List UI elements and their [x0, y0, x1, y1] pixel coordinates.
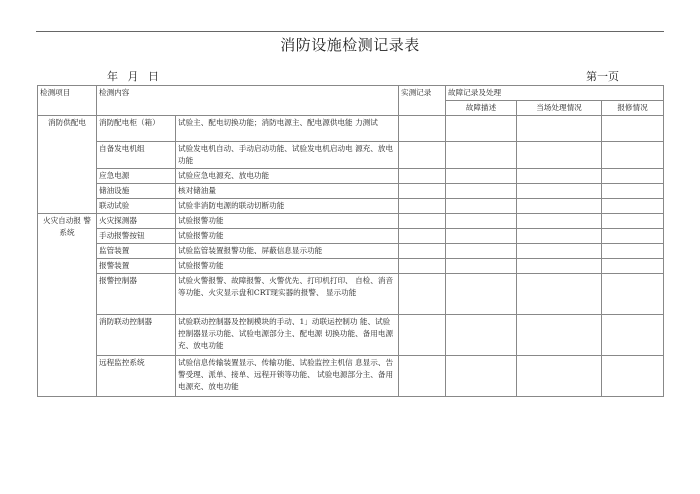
fault-desc-cell[interactable] [446, 184, 517, 199]
fault-desc-cell[interactable] [446, 356, 517, 397]
table-row [38, 142, 664, 169]
header-fault: 故障记录及处理 [446, 86, 664, 101]
fault-desc-cell[interactable] [446, 244, 517, 259]
sub-item-cell: 消防联动控制器 [97, 315, 176, 356]
table-row [38, 184, 664, 199]
onsite-cell[interactable] [517, 169, 602, 184]
onsite-cell[interactable] [517, 356, 602, 397]
repair-cell[interactable] [602, 259, 664, 274]
header-fault-desc: 故障描述 [446, 101, 517, 116]
repair-cell[interactable] [602, 199, 664, 214]
fault-desc-cell[interactable] [446, 315, 517, 356]
date-field: 年 月 日 [107, 70, 159, 83]
content-cell: 试验火警报警、故障报警、火警优先、打印机打印、 自检、消音等功能、火灾显示盘和CRT现实器的报警、 显示功能 [176, 274, 399, 315]
onsite-cell[interactable] [517, 142, 602, 169]
repair-cell[interactable] [602, 169, 664, 184]
header-repair: 报修情况 [602, 101, 664, 116]
record-cell[interactable] [399, 229, 446, 244]
sub-item-cell: 火灾探测器 [97, 214, 176, 229]
content-cell: 核对储油量 [176, 184, 399, 199]
header-row [38, 86, 664, 101]
fault-desc-cell[interactable] [446, 259, 517, 274]
content-cell: 试验主、配电切换功能；消防电源主、配电源供电能 力测试 [176, 116, 399, 142]
fault-desc-cell[interactable] [446, 142, 517, 169]
table-row [38, 116, 664, 142]
table-row [38, 259, 664, 274]
record-cell[interactable] [399, 259, 446, 274]
content-cell: 试验发电机自动、手动启动功能、试验发电机启动电 源充、放电功能 [176, 142, 399, 169]
table-row [38, 244, 664, 259]
sub-item-cell: 报警控制器 [97, 274, 176, 315]
repair-cell[interactable] [602, 229, 664, 244]
table-row [38, 274, 664, 315]
fault-desc-cell[interactable] [446, 199, 517, 214]
sub-item-cell: 应急电源 [97, 169, 176, 184]
sub-item-cell: 报警装置 [97, 259, 176, 274]
repair-cell[interactable] [602, 116, 664, 142]
record-cell[interactable] [399, 214, 446, 229]
header-content: 检测内容 [97, 86, 399, 116]
content-cell: 试验监管装置报警功能、屏蔽信息显示功能 [176, 244, 399, 259]
repair-cell[interactable] [602, 214, 664, 229]
table-row [38, 315, 664, 356]
content-cell: 试验报警功能 [176, 229, 399, 244]
sub-item-cell: 联动试验 [97, 199, 176, 214]
onsite-cell[interactable] [517, 259, 602, 274]
repair-cell[interactable] [602, 142, 664, 169]
top-rule [36, 31, 664, 32]
onsite-cell[interactable] [517, 184, 602, 199]
record-cell[interactable] [399, 184, 446, 199]
record-cell[interactable] [399, 169, 446, 184]
repair-cell[interactable] [602, 244, 664, 259]
table-row [38, 169, 664, 184]
record-cell[interactable] [399, 244, 446, 259]
page-title: 消防设施检测记录表 [280, 36, 420, 54]
fault-desc-cell[interactable] [446, 274, 517, 315]
repair-cell[interactable] [602, 315, 664, 356]
repair-cell[interactable] [602, 356, 664, 397]
fault-desc-cell[interactable] [446, 229, 517, 244]
onsite-cell[interactable] [517, 199, 602, 214]
header-onsite: 当场处理情况 [517, 101, 602, 116]
record-cell[interactable] [399, 315, 446, 356]
record-cell[interactable] [399, 142, 446, 169]
content-cell: 试验信息传输装置显示、传输功能、试验监控主机信 息显示、告警受理、派单、接单、远程开锁等功能、 试验电源部分主、备用电源充、放电功能 [176, 356, 399, 397]
sub-item-cell: 储油设施 [97, 184, 176, 199]
record-cell[interactable] [399, 199, 446, 214]
page-number: 第一页 [586, 70, 619, 83]
header-record: 实测记录 [399, 86, 446, 116]
sub-item-cell: 监管装置 [97, 244, 176, 259]
content-cell: 试验报警功能 [176, 259, 399, 274]
table-row [38, 356, 664, 397]
sub-item-cell: 自备发电机组 [97, 142, 176, 169]
content-cell: 试验非消防电源的联动切断功能 [176, 199, 399, 214]
sub-item-cell: 远程监控系统 [97, 356, 176, 397]
onsite-cell[interactable] [517, 214, 602, 229]
content-cell: 试验报警功能 [176, 214, 399, 229]
sub-item-cell: 手动报警按钮 [97, 229, 176, 244]
table-row [38, 229, 664, 244]
onsite-cell[interactable] [517, 244, 602, 259]
inspection-table [37, 85, 664, 397]
table-row [38, 214, 664, 229]
onsite-cell[interactable] [517, 229, 602, 244]
onsite-cell[interactable] [517, 315, 602, 356]
fault-desc-cell[interactable] [446, 214, 517, 229]
record-cell[interactable] [399, 356, 446, 397]
table-row [38, 199, 664, 214]
onsite-cell[interactable] [517, 116, 602, 142]
sub-item-cell: 消防配电柜（箱） [97, 116, 176, 142]
content-cell: 试验联动控制器及控制模块的手动、1」动联运控制功 能、试验控制器显示功能、试验电源部分主、配电源 切换功能、备用电源充、放电功能 [176, 315, 399, 356]
repair-cell[interactable] [602, 274, 664, 315]
onsite-cell[interactable] [517, 274, 602, 315]
record-cell[interactable] [399, 116, 446, 142]
category-cell: 消防供配电 [38, 116, 97, 214]
record-cell[interactable] [399, 274, 446, 315]
repair-cell[interactable] [602, 184, 664, 199]
fault-desc-cell[interactable] [446, 169, 517, 184]
content-cell: 试验应急电源充、放电功能 [176, 169, 399, 184]
fault-desc-cell[interactable] [446, 116, 517, 142]
category-cell: 火灾自动报 警系统 [38, 214, 97, 397]
header-item: 检测项目 [38, 86, 97, 116]
